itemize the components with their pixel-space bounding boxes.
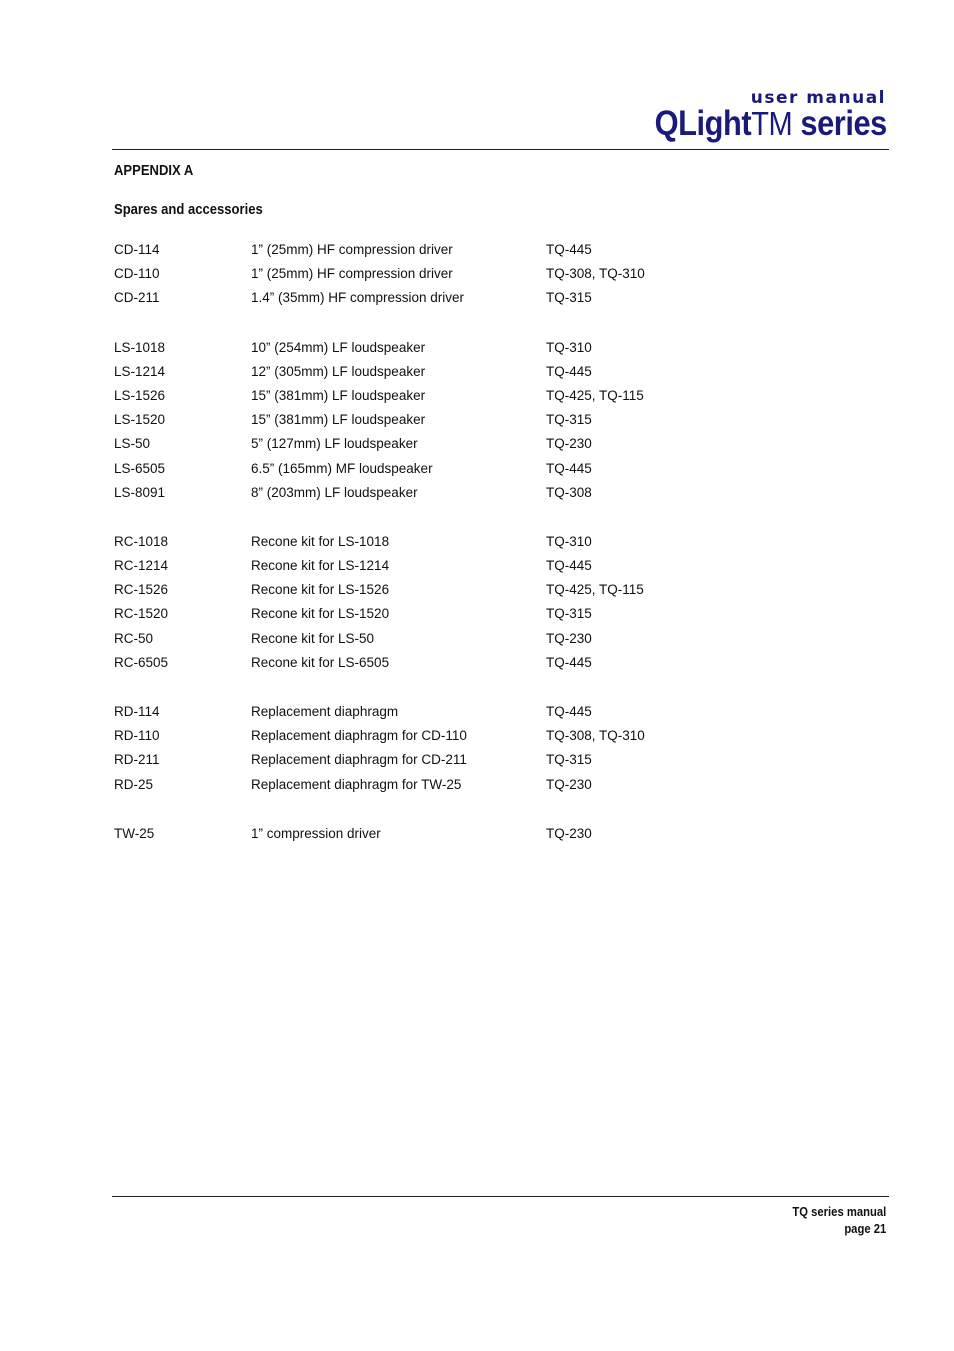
parts-row — [114, 410, 814, 434]
part-code: LS-1018 — [114, 339, 166, 355]
part-code: LS-8091 — [114, 484, 166, 500]
part-description: 15” (381mm) LF loudspeaker — [251, 412, 426, 428]
part-code: RC-6505 — [114, 654, 169, 670]
part-description: 1” (25mm) HF compression driver — [251, 242, 453, 257]
header-title-main: QLight — [654, 104, 752, 143]
parts-group — [114, 532, 814, 677]
page-footer — [792, 1204, 886, 1238]
parts-group — [114, 702, 814, 799]
parts-row — [114, 629, 814, 653]
part-models: TQ-445 — [546, 654, 592, 670]
parts-row — [114, 532, 814, 556]
part-code: LS-1214 — [114, 363, 166, 379]
appendix-heading: APPENDIX A — [114, 163, 194, 179]
part-description: 12” (305mm) LF loudspeaker — [251, 363, 426, 379]
footer-divider — [112, 1196, 889, 1197]
part-description: 1” (25mm) HF compression driver — [251, 266, 453, 282]
footer-page-number: page 21 — [844, 1222, 886, 1236]
part-models: TQ-310 — [546, 339, 592, 355]
part-description: 1” compression driver — [251, 825, 381, 841]
part-description: Recone kit for LS-1520 — [251, 606, 390, 622]
trademark-symbol: TM — [751, 105, 793, 142]
header-title-suffix: series — [792, 104, 887, 143]
part-description: 8” (203mm) LF loudspeaker — [251, 484, 418, 500]
part-models: TQ-315 — [546, 606, 592, 622]
part-models: TQ-230 — [546, 436, 592, 452]
part-models: TQ-445 — [546, 558, 592, 574]
part-models: TQ-445 — [546, 460, 592, 476]
part-models: TQ-425, TQ-115 — [546, 387, 644, 403]
parts-row — [114, 240, 814, 264]
part-models: TQ-230 — [546, 825, 592, 841]
part-models: TQ-308, TQ-310 — [546, 728, 645, 744]
part-code: RD-211 — [114, 752, 160, 768]
parts-row — [114, 459, 814, 483]
part-code: LS-6505 — [114, 460, 166, 476]
part-code: LS-1526 — [114, 387, 166, 403]
part-models: TQ-315 — [546, 752, 592, 768]
part-code: CD-114 — [114, 242, 160, 257]
parts-group — [114, 240, 814, 313]
part-models: TQ-445 — [546, 242, 592, 257]
part-description: Recone kit for LS-6505 — [251, 654, 390, 670]
part-description: Recone kit for LS-50 — [251, 630, 375, 646]
part-description: Replacement diaphragm for CD-211 — [251, 752, 467, 768]
part-models: TQ-425, TQ-115 — [546, 582, 644, 598]
part-description: 6.5” (165mm) MF loudspeaker — [251, 460, 433, 476]
part-models: TQ-445 — [546, 363, 592, 379]
part-code: RC-1526 — [114, 582, 169, 598]
part-description: 10” (254mm) LF loudspeaker — [251, 339, 426, 355]
parts-row — [114, 386, 814, 410]
parts-row — [114, 702, 814, 726]
parts-row — [114, 483, 814, 507]
parts-row — [114, 288, 814, 312]
footer-manual-name: TQ series manual — [792, 1205, 886, 1219]
part-code: RC-50 — [114, 630, 154, 646]
header-divider — [112, 149, 889, 150]
part-models: TQ-230 — [546, 776, 592, 792]
part-code: RC-1214 — [114, 558, 169, 574]
part-code: RD-110 — [114, 728, 160, 744]
parts-row — [114, 580, 814, 604]
part-code: CD-110 — [114, 266, 160, 282]
parts-row — [114, 604, 814, 628]
parts-group — [114, 824, 814, 848]
header-subtitle: user manual — [750, 88, 886, 108]
parts-row — [114, 824, 814, 848]
part-models: TQ-445 — [546, 704, 592, 719]
parts-row — [114, 653, 814, 677]
parts-list — [114, 240, 814, 873]
part-models: TQ-308, TQ-310 — [546, 266, 645, 282]
part-code: CD-211 — [114, 290, 160, 306]
parts-row — [114, 434, 814, 458]
part-models: TQ-308 — [546, 484, 592, 500]
part-models: TQ-310 — [546, 533, 592, 549]
section-heading: Spares and accessories — [114, 202, 263, 218]
parts-group — [114, 338, 814, 507]
part-code: RC-1018 — [114, 533, 169, 549]
part-code: RD-25 — [114, 776, 154, 792]
part-description: Replacement diaphragm for TW-25 — [251, 776, 462, 792]
part-code: LS-1520 — [114, 412, 166, 428]
part-description: Recone kit for LS-1018 — [251, 533, 390, 549]
part-description: Recone kit for LS-1214 — [251, 558, 390, 574]
part-code: LS-50 — [114, 436, 151, 452]
part-code: RC-1520 — [114, 606, 169, 622]
part-code: TW-25 — [114, 825, 155, 841]
part-models: TQ-315 — [546, 412, 592, 428]
part-models: TQ-315 — [546, 290, 592, 306]
parts-row — [114, 264, 814, 288]
part-description: Replacement diaphragm for CD-110 — [251, 728, 467, 744]
parts-row — [114, 362, 814, 386]
parts-row — [114, 750, 814, 774]
part-code: RD-114 — [114, 704, 160, 719]
part-description: Recone kit for LS-1526 — [251, 582, 390, 598]
part-description: 5” (127mm) LF loudspeaker — [251, 436, 418, 452]
parts-row — [114, 726, 814, 750]
parts-row — [114, 775, 814, 799]
part-description: 1.4” (35mm) HF compression driver — [251, 290, 465, 306]
part-description: 15” (381mm) LF loudspeaker — [251, 387, 426, 403]
part-models: TQ-230 — [546, 630, 592, 646]
parts-row — [114, 556, 814, 580]
part-description: Replacement diaphragm — [251, 704, 399, 719]
parts-row — [114, 338, 814, 362]
header-title — [655, 104, 887, 144]
